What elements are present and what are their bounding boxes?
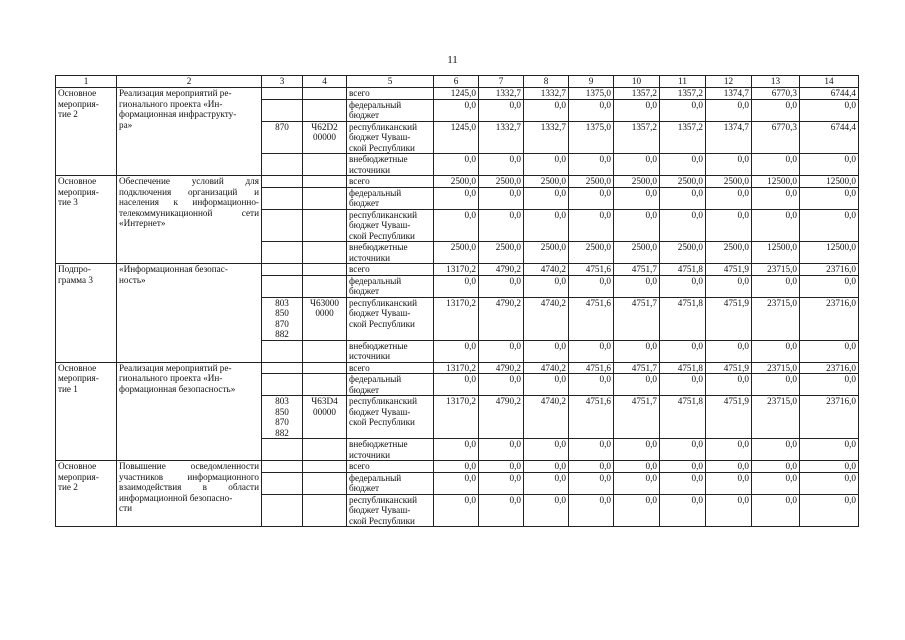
amount-cell: 23716,0 — [800, 396, 859, 439]
amount-cell: 4751,6 — [569, 362, 614, 374]
budget-code-cell — [303, 88, 347, 100]
amount-cell: 2500,0 — [660, 176, 706, 188]
responsible-code-cell: 870 — [262, 121, 303, 154]
amount-cell: 0,0 — [800, 439, 859, 461]
amount-cell: 2500,0 — [706, 176, 752, 188]
amount-cell: 0,0 — [660, 275, 706, 297]
budget-code-cell — [303, 99, 347, 121]
amount-cell: 0,0 — [479, 187, 524, 209]
table-row — [56, 176, 859, 188]
amount-cell: 0,0 — [479, 154, 524, 176]
amount-cell: 0,0 — [479, 340, 524, 362]
amount-cell: 0,0 — [800, 99, 859, 121]
budget-code-cell — [303, 209, 347, 242]
budget-code-cell — [303, 439, 347, 461]
responsible-code-cell — [262, 99, 303, 121]
activity-name-cell: Основное мероприя- тие 2 — [56, 461, 117, 527]
amount-cell: 0,0 — [800, 209, 859, 242]
amount-cell: 0,0 — [752, 340, 800, 362]
amount-cell: 0,0 — [614, 187, 660, 209]
budget-code-cell — [303, 242, 347, 264]
amount-cell: 4751,8 — [660, 297, 706, 340]
activity-description-cell: Реализация мероприятий ре- гионального проекта «Ин- формационная инфраструкту- ра» — [117, 88, 262, 176]
amount-cell: 0,0 — [706, 494, 752, 527]
amount-cell: 0,0 — [479, 472, 524, 494]
amount-cell: 0,0 — [524, 374, 569, 396]
activity-name-cell: Основное мероприя- тие 1 — [56, 362, 117, 461]
amount-cell: 4751,7 — [614, 297, 660, 340]
amount-cell: 0,0 — [706, 374, 752, 396]
amount-cell: 0,0 — [752, 275, 800, 297]
funding-source-cell: республиканский бюджет Чуваш- ской Республики — [347, 494, 434, 527]
amount-cell: 0,0 — [752, 374, 800, 396]
amount-cell: 0,0 — [614, 275, 660, 297]
budget-code-cell: Ч63000 0000 — [303, 297, 347, 340]
amount-cell: 0,0 — [660, 472, 706, 494]
amount-cell: 0,0 — [569, 154, 614, 176]
amount-cell: 1332,7 — [479, 88, 524, 100]
funding-source-cell: федеральный бюджет — [347, 275, 434, 297]
amount-cell: 0,0 — [479, 494, 524, 527]
amount-cell: 0,0 — [479, 461, 524, 473]
amount-cell: 13170,2 — [434, 396, 479, 439]
amount-cell: 0,0 — [434, 99, 479, 121]
amount-cell: 0,0 — [524, 187, 569, 209]
amount-cell: 0,0 — [614, 154, 660, 176]
amount-cell: 0,0 — [479, 439, 524, 461]
amount-cell: 2500,0 — [569, 242, 614, 264]
amount-cell: 0,0 — [614, 209, 660, 242]
amount-cell: 0,0 — [706, 461, 752, 473]
amount-cell: 0,0 — [660, 374, 706, 396]
amount-cell: 0,0 — [752, 187, 800, 209]
funding-source-cell: республиканский бюджет Чуваш- ской Республики — [347, 396, 434, 439]
amount-cell: 4751,7 — [614, 396, 660, 439]
table-row — [56, 362, 859, 374]
amount-cell: 6770,3 — [752, 121, 800, 154]
amount-cell: 4740,2 — [524, 362, 569, 374]
amount-cell: 0,0 — [660, 340, 706, 362]
activity-name-cell: Основное мероприя- тие 2 — [56, 88, 117, 176]
header-cell: 13 — [752, 76, 800, 88]
budget-code-cell: Ч62D2 00000 — [303, 121, 347, 154]
amount-cell: 1357,2 — [614, 121, 660, 154]
amount-cell: 0,0 — [524, 494, 569, 527]
amount-cell: 4751,8 — [660, 396, 706, 439]
header-cell: 4 — [303, 76, 347, 88]
amount-cell: 4751,7 — [614, 264, 660, 276]
amount-cell: 0,0 — [569, 374, 614, 396]
amount-cell: 0,0 — [800, 275, 859, 297]
funding-source-cell: всего — [347, 264, 434, 276]
amount-cell: 1374,7 — [706, 88, 752, 100]
amount-cell: 4751,7 — [614, 362, 660, 374]
amount-cell: 4740,2 — [524, 264, 569, 276]
responsible-code-cell — [262, 275, 303, 297]
amount-cell: 0,0 — [800, 154, 859, 176]
amount-cell: 2500,0 — [479, 242, 524, 264]
amount-cell: 0,0 — [660, 187, 706, 209]
budget-code-cell — [303, 472, 347, 494]
header-cell: 2 — [117, 76, 262, 88]
header-cell: 9 — [569, 76, 614, 88]
funding-source-cell: всего — [347, 461, 434, 473]
header-cell: 8 — [524, 76, 569, 88]
amount-cell: 0,0 — [434, 275, 479, 297]
responsible-code-cell — [262, 494, 303, 527]
amount-cell: 6744,4 — [800, 88, 859, 100]
funding-source-cell: внебюджетные источники — [347, 154, 434, 176]
amount-cell: 0,0 — [800, 494, 859, 527]
responsible-code-cell — [262, 176, 303, 188]
amount-cell: 1357,2 — [660, 88, 706, 100]
amount-cell: 2500,0 — [524, 176, 569, 188]
activity-name-cell: Основное мероприя- тие 3 — [56, 176, 117, 264]
amount-cell: 12500,0 — [752, 242, 800, 264]
table-body — [56, 76, 859, 527]
amount-cell: 0,0 — [752, 494, 800, 527]
header-cell: 14 — [800, 76, 859, 88]
amount-cell: 1375,0 — [569, 121, 614, 154]
amount-cell: 0,0 — [524, 154, 569, 176]
funding-source-cell: федеральный бюджет — [347, 472, 434, 494]
amount-cell: 0,0 — [434, 461, 479, 473]
header-cell: 7 — [479, 76, 524, 88]
amount-cell: 0,0 — [479, 99, 524, 121]
amount-cell: 0,0 — [524, 99, 569, 121]
header-cell: 11 — [660, 76, 706, 88]
amount-cell: 0,0 — [614, 374, 660, 396]
amount-cell: 0,0 — [569, 99, 614, 121]
amount-cell: 0,0 — [434, 154, 479, 176]
amount-cell: 1332,7 — [479, 121, 524, 154]
amount-cell: 0,0 — [614, 439, 660, 461]
amount-cell: 4751,8 — [660, 362, 706, 374]
amount-cell: 0,0 — [800, 461, 859, 473]
amount-cell: 23716,0 — [800, 264, 859, 276]
amount-cell: 4740,2 — [524, 297, 569, 340]
amount-cell: 23715,0 — [752, 396, 800, 439]
amount-cell: 2500,0 — [479, 176, 524, 188]
amount-cell: 13170,2 — [434, 297, 479, 340]
amount-cell: 0,0 — [614, 461, 660, 473]
activity-description-cell: Обеспечение условий для подключения организаций и населения к информационно-телекоммуникационной сети «Интернет» — [117, 176, 262, 264]
responsible-code-cell — [262, 374, 303, 396]
amount-cell: 4751,6 — [569, 264, 614, 276]
responsible-code-cell — [262, 340, 303, 362]
amount-cell: 0,0 — [706, 154, 752, 176]
funding-source-cell: внебюджетные источники — [347, 340, 434, 362]
amount-cell: 0,0 — [752, 461, 800, 473]
budget-code-cell — [303, 374, 347, 396]
amount-cell: 0,0 — [434, 494, 479, 527]
table-row — [56, 264, 859, 276]
responsible-code-cell — [262, 461, 303, 473]
amount-cell: 0,0 — [752, 154, 800, 176]
amount-cell: 23716,0 — [800, 362, 859, 374]
amount-cell: 1357,2 — [614, 88, 660, 100]
amount-cell: 0,0 — [660, 461, 706, 473]
amount-cell: 6770,3 — [752, 88, 800, 100]
amount-cell: 23716,0 — [800, 297, 859, 340]
amount-cell: 0,0 — [752, 472, 800, 494]
amount-cell: 2500,0 — [569, 176, 614, 188]
responsible-code-cell — [262, 154, 303, 176]
amount-cell: 4751,9 — [706, 362, 752, 374]
budget-code-cell: Ч63D4 00000 — [303, 396, 347, 439]
amount-cell: 23715,0 — [752, 297, 800, 340]
amount-cell: 0,0 — [706, 340, 752, 362]
budget-code-cell — [303, 275, 347, 297]
responsible-code-cell — [262, 187, 303, 209]
funding-source-cell: внебюджетные источники — [347, 242, 434, 264]
amount-cell: 0,0 — [614, 472, 660, 494]
amount-cell: 0,0 — [524, 439, 569, 461]
amount-cell: 0,0 — [569, 187, 614, 209]
responsible-code-cell — [262, 439, 303, 461]
page-number: 11 — [447, 54, 458, 66]
amount-cell: 1375,0 — [569, 88, 614, 100]
budget-code-cell — [303, 154, 347, 176]
amount-cell: 0,0 — [524, 472, 569, 494]
amount-cell: 12500,0 — [800, 176, 859, 188]
activity-name-cell: Подпро- грамма 3 — [56, 264, 117, 363]
amount-cell: 2500,0 — [660, 242, 706, 264]
activity-description-cell: «Информационная безопас- ность» — [117, 264, 262, 363]
amount-cell: 0,0 — [706, 275, 752, 297]
amount-cell: 0,0 — [569, 472, 614, 494]
amount-cell: 0,0 — [660, 439, 706, 461]
amount-cell: 4790,2 — [479, 264, 524, 276]
amount-cell: 0,0 — [569, 275, 614, 297]
funding-source-cell: республиканский бюджет Чуваш- ской Республики — [347, 209, 434, 242]
funding-source-cell: республиканский бюджет Чуваш- ской Республики — [347, 297, 434, 340]
amount-cell: 0,0 — [524, 340, 569, 362]
amount-cell: 0,0 — [660, 494, 706, 527]
amount-cell: 0,0 — [434, 472, 479, 494]
amount-cell: 4751,6 — [569, 396, 614, 439]
responsible-code-cell — [262, 88, 303, 100]
budget-table — [55, 75, 859, 527]
amount-cell: 0,0 — [569, 340, 614, 362]
responsible-code-cell — [262, 242, 303, 264]
amount-cell: 0,0 — [569, 494, 614, 527]
activity-description-cell: Реализация мероприятий ре- гионального проекта «Ин- формационная безопасность» — [117, 362, 262, 461]
budget-code-cell — [303, 176, 347, 188]
amount-cell: 4740,2 — [524, 396, 569, 439]
funding-source-cell: федеральный бюджет — [347, 99, 434, 121]
activity-description-cell: Повышение осведомленности участников информационного взаимодействия в области информационной безопасно- сти — [117, 461, 262, 527]
amount-cell: 0,0 — [479, 374, 524, 396]
funding-source-cell: всего — [347, 176, 434, 188]
amount-cell: 1374,7 — [706, 121, 752, 154]
responsible-code-cell: 803 850 870 882 — [262, 297, 303, 340]
header-row — [56, 76, 859, 88]
amount-cell: 0,0 — [524, 461, 569, 473]
amount-cell: 13170,2 — [434, 362, 479, 374]
funding-source-cell: всего — [347, 88, 434, 100]
amount-cell: 4751,6 — [569, 297, 614, 340]
amount-cell: 1245,0 — [434, 88, 479, 100]
budget-code-cell — [303, 264, 347, 276]
amount-cell: 6744,4 — [800, 121, 859, 154]
amount-cell: 0,0 — [660, 209, 706, 242]
amount-cell: 0,0 — [434, 439, 479, 461]
amount-cell: 0,0 — [752, 439, 800, 461]
amount-cell: 2500,0 — [434, 242, 479, 264]
amount-cell: 0,0 — [479, 209, 524, 242]
amount-cell: 2500,0 — [706, 242, 752, 264]
amount-cell: 13170,2 — [434, 264, 479, 276]
amount-cell: 4790,2 — [479, 362, 524, 374]
amount-cell: 0,0 — [706, 209, 752, 242]
amount-cell: 2500,0 — [524, 242, 569, 264]
amount-cell: 12500,0 — [800, 242, 859, 264]
amount-cell: 0,0 — [800, 472, 859, 494]
budget-code-cell — [303, 187, 347, 209]
budget-code-cell — [303, 362, 347, 374]
amount-cell: 0,0 — [614, 99, 660, 121]
responsible-code-cell — [262, 362, 303, 374]
responsible-code-cell — [262, 209, 303, 242]
amount-cell: 0,0 — [752, 99, 800, 121]
amount-cell: 1245,0 — [434, 121, 479, 154]
funding-source-cell: федеральный бюджет — [347, 374, 434, 396]
amount-cell: 0,0 — [479, 275, 524, 297]
amount-cell: 4751,9 — [706, 264, 752, 276]
amount-cell: 0,0 — [660, 99, 706, 121]
amount-cell: 23715,0 — [752, 362, 800, 374]
amount-cell: 1357,2 — [660, 121, 706, 154]
amount-cell: 0,0 — [569, 439, 614, 461]
budget-code-cell — [303, 340, 347, 362]
amount-cell: 0,0 — [434, 374, 479, 396]
amount-cell: 0,0 — [434, 187, 479, 209]
amount-cell: 4790,2 — [479, 396, 524, 439]
budget-code-cell — [303, 494, 347, 527]
amount-cell: 0,0 — [569, 209, 614, 242]
responsible-code-cell — [262, 264, 303, 276]
funding-source-cell: всего — [347, 362, 434, 374]
amount-cell: 4751,9 — [706, 297, 752, 340]
budget-code-cell — [303, 461, 347, 473]
amount-cell: 0,0 — [434, 209, 479, 242]
amount-cell: 0,0 — [706, 187, 752, 209]
amount-cell: 1332,7 — [524, 121, 569, 154]
amount-cell: 23715,0 — [752, 264, 800, 276]
amount-cell: 4790,2 — [479, 297, 524, 340]
header-cell: 1 — [56, 76, 117, 88]
amount-cell: 0,0 — [706, 99, 752, 121]
amount-cell: 0,0 — [524, 209, 569, 242]
amount-cell: 0,0 — [800, 340, 859, 362]
amount-cell: 0,0 — [706, 472, 752, 494]
funding-source-cell: республиканский бюджет Чуваш- ской Республики — [347, 121, 434, 154]
amount-cell: 0,0 — [800, 187, 859, 209]
amount-cell: 0,0 — [614, 340, 660, 362]
amount-cell: 1332,7 — [524, 88, 569, 100]
amount-cell: 0,0 — [706, 439, 752, 461]
amount-cell: 2500,0 — [614, 176, 660, 188]
amount-cell: 0,0 — [800, 374, 859, 396]
amount-cell: 4751,9 — [706, 396, 752, 439]
amount-cell: 0,0 — [660, 154, 706, 176]
funding-source-cell: внебюджетные источники — [347, 439, 434, 461]
responsible-code-cell: 803 850 870 882 — [262, 396, 303, 439]
responsible-code-cell — [262, 472, 303, 494]
amount-cell: 4751,8 — [660, 264, 706, 276]
amount-cell: 0,0 — [524, 275, 569, 297]
header-cell: 10 — [614, 76, 660, 88]
header-cell: 12 — [706, 76, 752, 88]
table-row — [56, 88, 859, 100]
amount-cell: 12500,0 — [752, 176, 800, 188]
amount-cell: 0,0 — [569, 461, 614, 473]
header-cell: 3 — [262, 76, 303, 88]
table-row — [56, 461, 859, 473]
amount-cell: 0,0 — [752, 209, 800, 242]
amount-cell: 2500,0 — [614, 242, 660, 264]
header-cell: 5 — [347, 76, 434, 88]
amount-cell: 0,0 — [614, 494, 660, 527]
header-cell: 6 — [434, 76, 479, 88]
amount-cell: 2500,0 — [434, 176, 479, 188]
funding-source-cell: федеральный бюджет — [347, 187, 434, 209]
amount-cell: 0,0 — [434, 340, 479, 362]
